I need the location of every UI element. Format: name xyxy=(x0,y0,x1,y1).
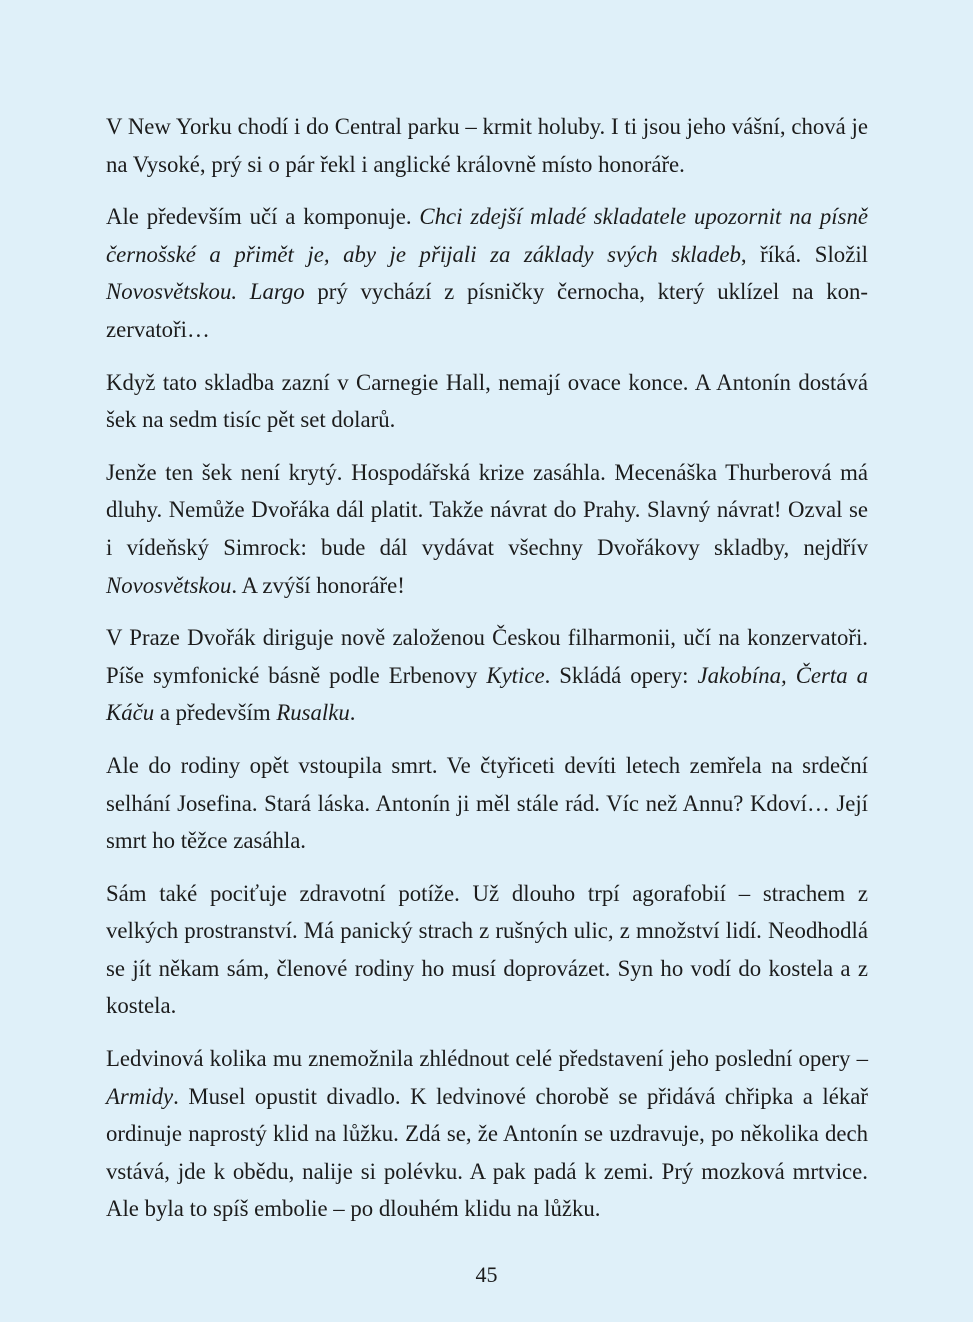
text-run: V Praze Dvořák diriguje nově založenou Českou filharmonii, učí na konzervatoři. Píše symfonické básně podle Erbenovy xyxy=(106,625,868,688)
text-run: , říká. Složil xyxy=(740,241,868,267)
italic-text: Novosvětskou. Largo xyxy=(106,279,305,305)
text-run: Sám také pociťuje zdravotní potíže. Už dlouho trpí agorafobií – strachem z velkých prostranství. Má panický strach z rušných ulic, z množství lidí. Neodhodlá se jít někam sám, členové rodiny ho musí doprovázet. Syn ho vodí do kostela a z kostela. xyxy=(106,880,868,1019)
italic-text: Novosvětskou xyxy=(106,572,232,598)
italic-text: Rusalku xyxy=(276,700,350,726)
italic-text: Armidy xyxy=(106,1083,174,1109)
paragraph xyxy=(106,619,868,732)
paragraph xyxy=(106,875,868,1025)
text-run: . xyxy=(349,700,356,726)
text-run: Ale především učí a komponuje. xyxy=(106,204,420,230)
italic-text: Jakobína, Čerta a Káču xyxy=(106,662,868,726)
text-run: prý vychází z písničky černocha, který uklízel na konzervatoři… xyxy=(106,279,869,342)
page-number: 45 xyxy=(475,1262,498,1287)
italic-text: Chci zdejší mladé skladatele upozornit na písně černošské a přimět je, aby je přijali za základy svých skladeb xyxy=(106,204,868,267)
text-run: . Musel opustit divadlo. K ledvinové chorobě se přidává chřipka a lékař ordinuje naprostý klid na lůžku. Zdá se, že Antonín se uzdravuje, po několika dech vstává, jde k obědu, nalije si polévku. A pak padá k zemi. Prý mozková mrtvice. Ale byla to spíš embolie – po dlouhém klidu na lůžku. xyxy=(106,1083,868,1222)
text-run: V New Yorku chodí i do Central parku – krmit holuby. I ti jsou jeho vášní, chová je na Vysoké, prý si o pár řekl i anglické královně místo honoráře. xyxy=(106,114,868,177)
paragraph xyxy=(106,364,868,439)
paragraph xyxy=(106,198,868,348)
paragraph xyxy=(106,747,868,860)
paragraph xyxy=(106,454,868,604)
text-run: . A zvýší honoráře! xyxy=(231,572,405,598)
text-run: Ale do rodiny opět vstoupila smrt. Ve čtyřiceti devíti letech zemřela na srdeční selhání Josefina. Stará láska. Antonín ji měl stále rád. Víc než Annu? Kdoví… Její smrt ho těžce zasáhla. xyxy=(106,752,868,854)
paragraph xyxy=(106,1040,868,1228)
text-run: Jenže ten šek není krytý. Hospodářská krize zasáhla. Mecenáška Thurberová má dluhy. Nemůže Dvořáka dál platit. Takže návrat do Prahy. Slavný návrat! Ozval se i vídeňský Simrock: bude dál vydávat všechny Dvořákovy skladby, nejdřív xyxy=(106,459,868,560)
italic-text: Kytice xyxy=(486,662,545,688)
text-run: a především xyxy=(154,700,277,726)
text-run: . Skládá opery: xyxy=(544,662,698,688)
body-text xyxy=(106,108,868,1228)
paragraph xyxy=(106,108,868,183)
text-run: Ledvinová kolika mu znemožnila zhlédnout celé představení jeho poslední opery – xyxy=(106,1046,868,1072)
text-run: Když tato skladba zazní v Carnegie Hall, nemají ovace konce. A Antonín dostává šek na sedm tisíc pět set dolarů. xyxy=(106,369,868,433)
